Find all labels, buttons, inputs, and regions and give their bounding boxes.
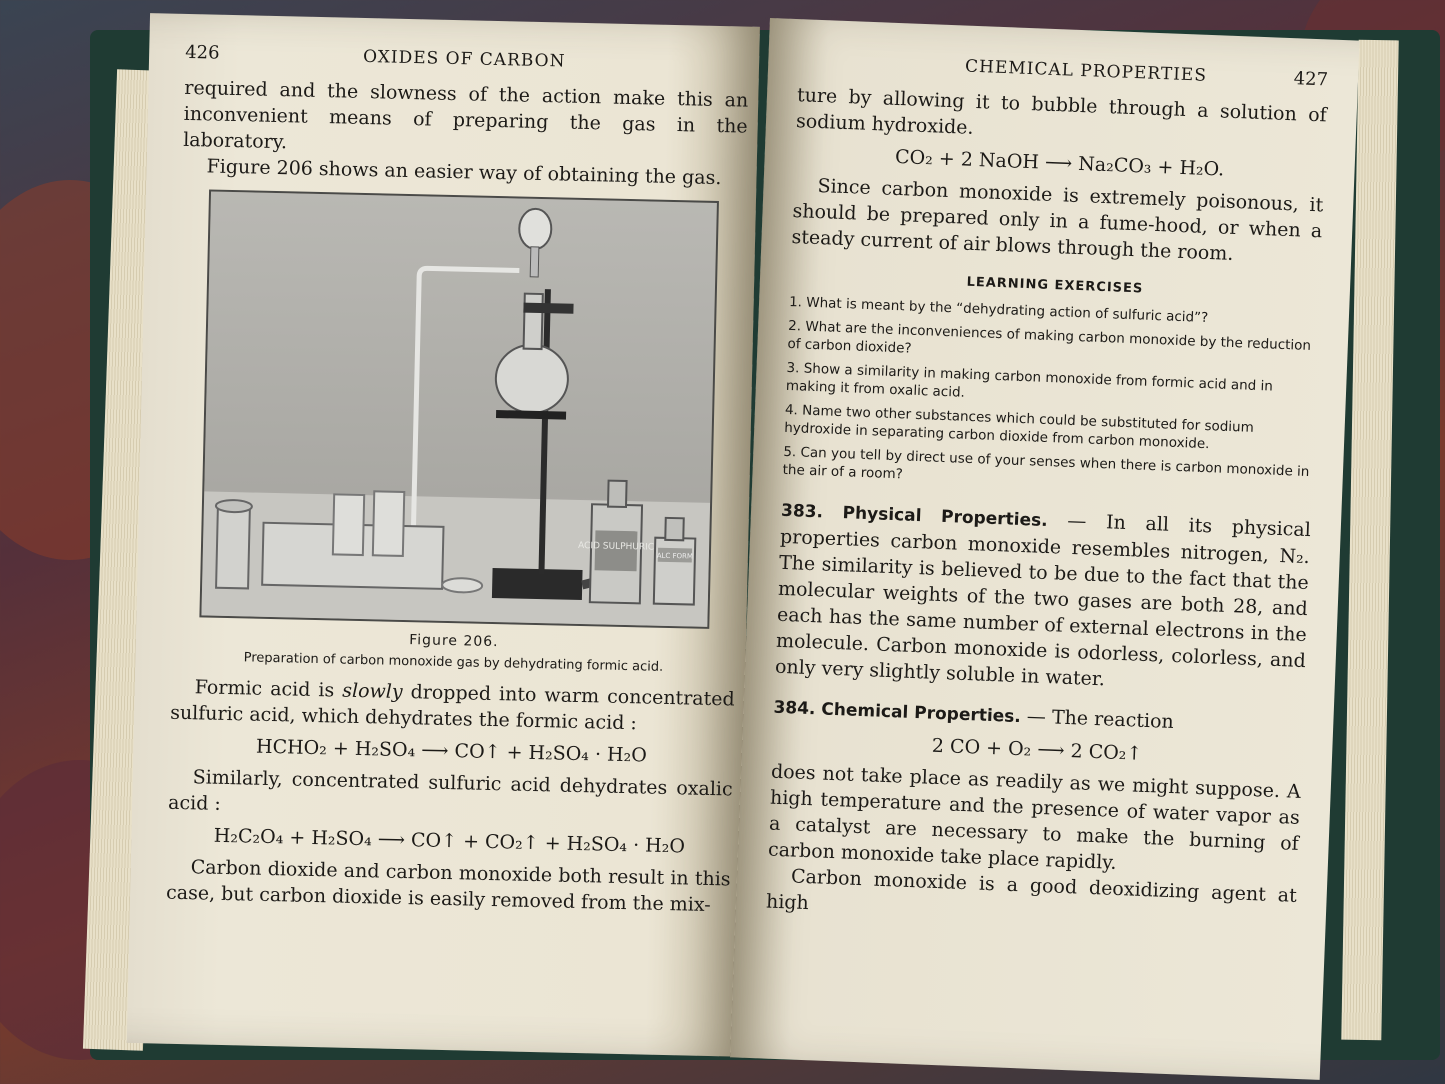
exercise-item: 1. What is meant by the “dehydrating action of sulfuric acid”? <box>788 293 1209 327</box>
exercise-item: 2. What are the inconveniences of making carbon monoxide by the reduction of carbon dioxide? <box>787 317 1312 357</box>
chemical-equation: CO₂ + 2 NaOH ⟶ Na₂CO₃ + H₂O. <box>894 145 1225 181</box>
figure-caption: Preparation of carbon monoxide gas by dehydrating formic acid. <box>243 650 664 675</box>
text-span: Formic acid is <box>194 676 343 702</box>
section-text: — The reaction <box>1020 705 1175 734</box>
section-heading: 384. Chemical Properties. <box>773 697 1022 728</box>
paragraph: ture by allowing it to bubble through a solution of sodium hydroxide. <box>795 84 1328 139</box>
section-paragraph <box>775 497 1312 700</box>
page-number: 427 <box>1293 68 1329 91</box>
exercises-title: LEARNING EXERCISES <box>966 274 1144 297</box>
paragraph: Since carbon monoxide is extremely poisonous, it should be prepared only in a fume-hood, or when a steady current of air blows through the room. <box>791 174 1324 265</box>
exercise-item: 3. Show a similarity in making carbon monoxide from formic acid and in making it from oxalic acid. <box>785 359 1274 401</box>
paragraph <box>170 674 735 739</box>
paragraph: required and the slowness of the action make this an inconvenient means of preparing the gas in the laboratory. <box>182 76 749 154</box>
figure-label: Figure 206. <box>409 632 499 651</box>
left-page-header <box>185 42 749 76</box>
bottle-label: ACID SULPHURIC <box>577 540 655 553</box>
exercise-item: 5. Can you tell by direct use of your senses when there is carbon monoxide in the air of a room? <box>782 443 1310 483</box>
left-page <box>127 13 760 1057</box>
running-head: OXIDES OF CARBON <box>362 46 566 72</box>
chemical-equation: 2 CO + O₂ ⟶ 2 CO₂↑ <box>931 734 1143 765</box>
emphasis-text: slowly <box>342 679 403 703</box>
section-text: — In all its physical properties carbon monoxide resembles nitrogen, N₂. The similarity is believed to be due to the fact that the molecular weights of the two gases are both 28, and each has the same number of external electrons in the molecule. Carbon monoxide is odorless, colorless, and only very slightly soluble in water. <box>774 509 1312 691</box>
paragraph: Similarly, concentrated sulfuric acid dehydrates oxalic acid : <box>167 766 733 815</box>
paragraph: does not take place as readily as we might suppose. A high temperature and the presence of water vapor as a catalyst are necessary to make the burning of carbon monoxide take place rapidly. <box>767 760 1302 874</box>
section-heading: 383. Physical Properties. <box>780 500 1049 532</box>
page-number: 426 <box>184 41 220 64</box>
right-page <box>730 18 1359 1080</box>
text-span: dropped into warm concentrated sulfuric acid, which dehydrates the formic acid : <box>169 680 735 735</box>
paragraph: Carbon dioxide and carbon monoxide both result in this case, but carbon dioxide is easily removed from the mix- <box>165 856 731 917</box>
lab-apparatus-illustration <box>201 192 716 627</box>
exercise-list <box>782 293 1319 499</box>
exercise-item: 4. Name two other substances which could be substituted for sodium hydroxide in separating carbon dioxide from carbon monoxide. <box>783 401 1255 453</box>
paragraph: Carbon monoxide is a good deoxidizing agent at high <box>765 865 1298 915</box>
bottle-label: ALC FORM <box>656 551 694 561</box>
paragraph: Figure 206 shows an easier way of obtaining the gas. <box>206 155 722 190</box>
figure-photo <box>199 189 719 628</box>
chemical-equation: H₂C₂O₄ + H₂SO₄ ⟶ CO↑ + CO₂↑ + H₂SO₄ · H₂O <box>213 824 686 858</box>
chemical-equation: HCHO₂ + H₂SO₄ ⟶ CO↑ + H₂SO₄ · H₂O <box>255 735 648 767</box>
running-head: CHEMICAL PROPERTIES <box>964 56 1208 86</box>
